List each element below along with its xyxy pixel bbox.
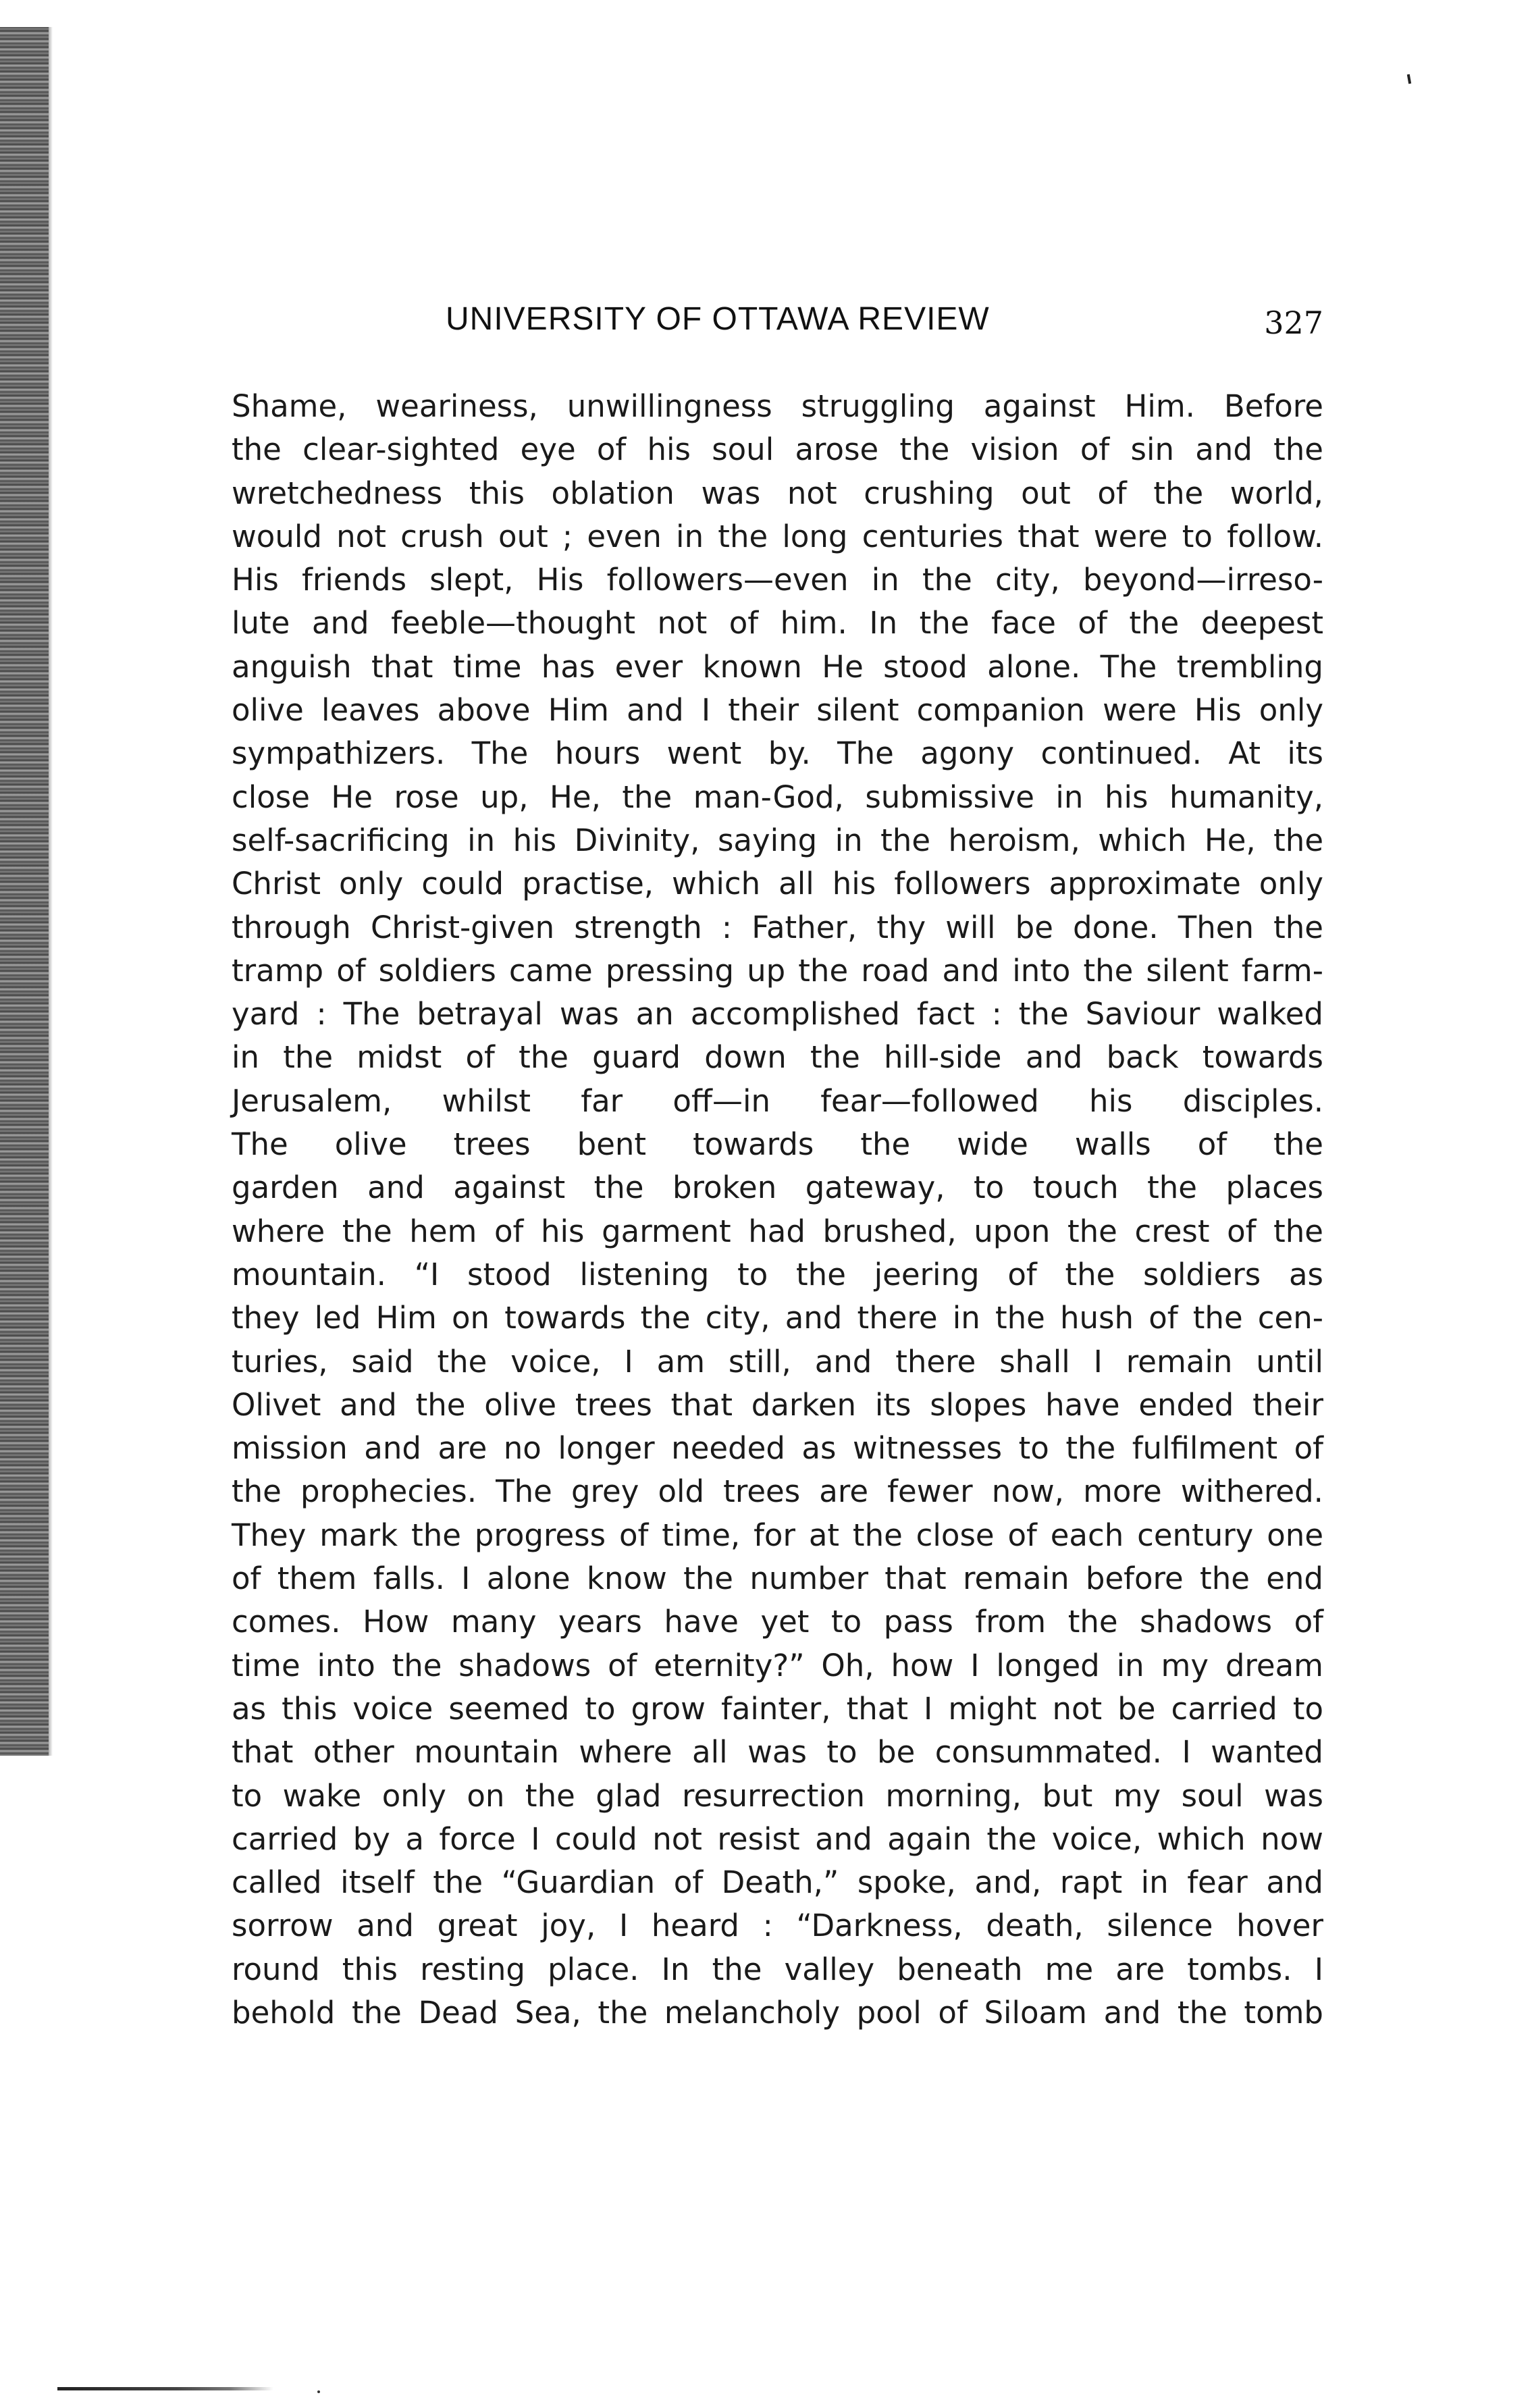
text-line: the clear-sighted eye of his soul arose the vision of sin and the [232,431,1323,468]
text-line: called itself the “Guardian of Death,” spoke, and, rapt in fear and [232,1864,1323,1901]
text-line: sympathizers. The hours went by. The agony continued. At its [232,735,1323,772]
footer-mark [317,2390,320,2393]
text-line: time into the shadows of eternity?” Oh, how I longed in my dream [232,1647,1323,1683]
text-line: Christ only could practise, which all his followers approximate only [232,866,1323,902]
text-line: comes. How many years have yet to pass from the shadows of [232,1604,1323,1640]
text-line: Jerusalem, whilst far off—in fear—followed his disciples. [232,1082,1323,1119]
page-header [446,300,1323,348]
text-line: carried by a force I could not resist and again the voice, which now [232,1821,1323,1857]
running-title: UNIVERSITY OF OTTAWA REVIEW [446,301,990,337]
text-line: close He rose up, He, the man-God, submissive in his humanity, [232,779,1323,815]
footer-rule [57,2387,273,2390]
text-line: the prophecies. The grey old trees are fewer now, more withered. [232,1473,1323,1510]
text-line: mountain. “I stood listening to the jeering of the soldiers as [232,1256,1323,1292]
text-line: Olivet and the olive trees that darken its slopes have ended their [232,1386,1323,1423]
text-line: as this voice seemed to grow fainter, that I might not be carried to [232,1690,1323,1727]
text-line: behold the Dead Sea, the melancholy pool of Siloam and the tomb [232,1994,1323,2031]
text-line: round this resting place. In the valley beneath me are tombs. I [232,1951,1323,1987]
text-line: turies, said the voice, I am still, and there shall I remain until [232,1343,1323,1380]
text-line: They mark the progress of time, for at the close of each century one [232,1517,1323,1553]
text-line: of them falls. I alone know the number that remain before the end [232,1561,1323,1597]
text-line: olive leaves above Him and I their silent companion were His only [232,692,1323,729]
page-number: 327 [1264,305,1323,341]
text-line: self-sacrificing in his Divinity, saying in the heroism, which He, the [232,822,1323,858]
text-line: would not crush out ; even in the long centuries that were to follow. [232,518,1323,554]
body-text [232,385,1323,2035]
text-line: lute and feeble—thought not of him. In the face of the deepest [232,605,1323,642]
text-line: tramp of soldiers came pressing up the road and into the silent farm- [232,952,1323,989]
text-line: mission and are no longer needed as witnesses to the fulfilment of [232,1430,1323,1467]
text-line: they led Him on towards the city, and there in the hush of the cen- [232,1300,1323,1336]
text-line: The olive trees bent towards the wide walls of the [232,1126,1323,1163]
text-line: garden and against the broken gateway, to touch the places [232,1170,1323,1206]
text-line: that other mountain where all was to be consummated. I wanted [232,1734,1323,1771]
text-line: sorrow and great joy, I heard : “Darkness, death, silence hover [232,1908,1323,1944]
text-line: to wake only on the glad resurrection morning, but my soul was [232,1777,1323,1814]
text-line: where the hem of his garment had brushed, upon the crest of the [232,1213,1323,1249]
text-line: anguish that time has ever known He stood alone. The trembling [232,648,1323,685]
margin-mark [1407,74,1411,84]
text-line: in the midst of the guard down the hill-side and back towards [232,1039,1323,1076]
scanned-binding-edge [0,27,49,1756]
text-line: wretchedness this oblation was not crushing out of the world, [232,475,1323,511]
text-line: His friends slept, His followers—even in the city, beyond—irreso- [232,562,1323,598]
text-line: Shame, weariness, unwillingness struggling against Him. Before [232,388,1323,424]
text-line: through Christ-given strength : Father, thy will be done. Then the [232,909,1323,945]
text-line: yard : The betrayal was an accomplished fact : the Saviour walked [232,996,1323,1032]
